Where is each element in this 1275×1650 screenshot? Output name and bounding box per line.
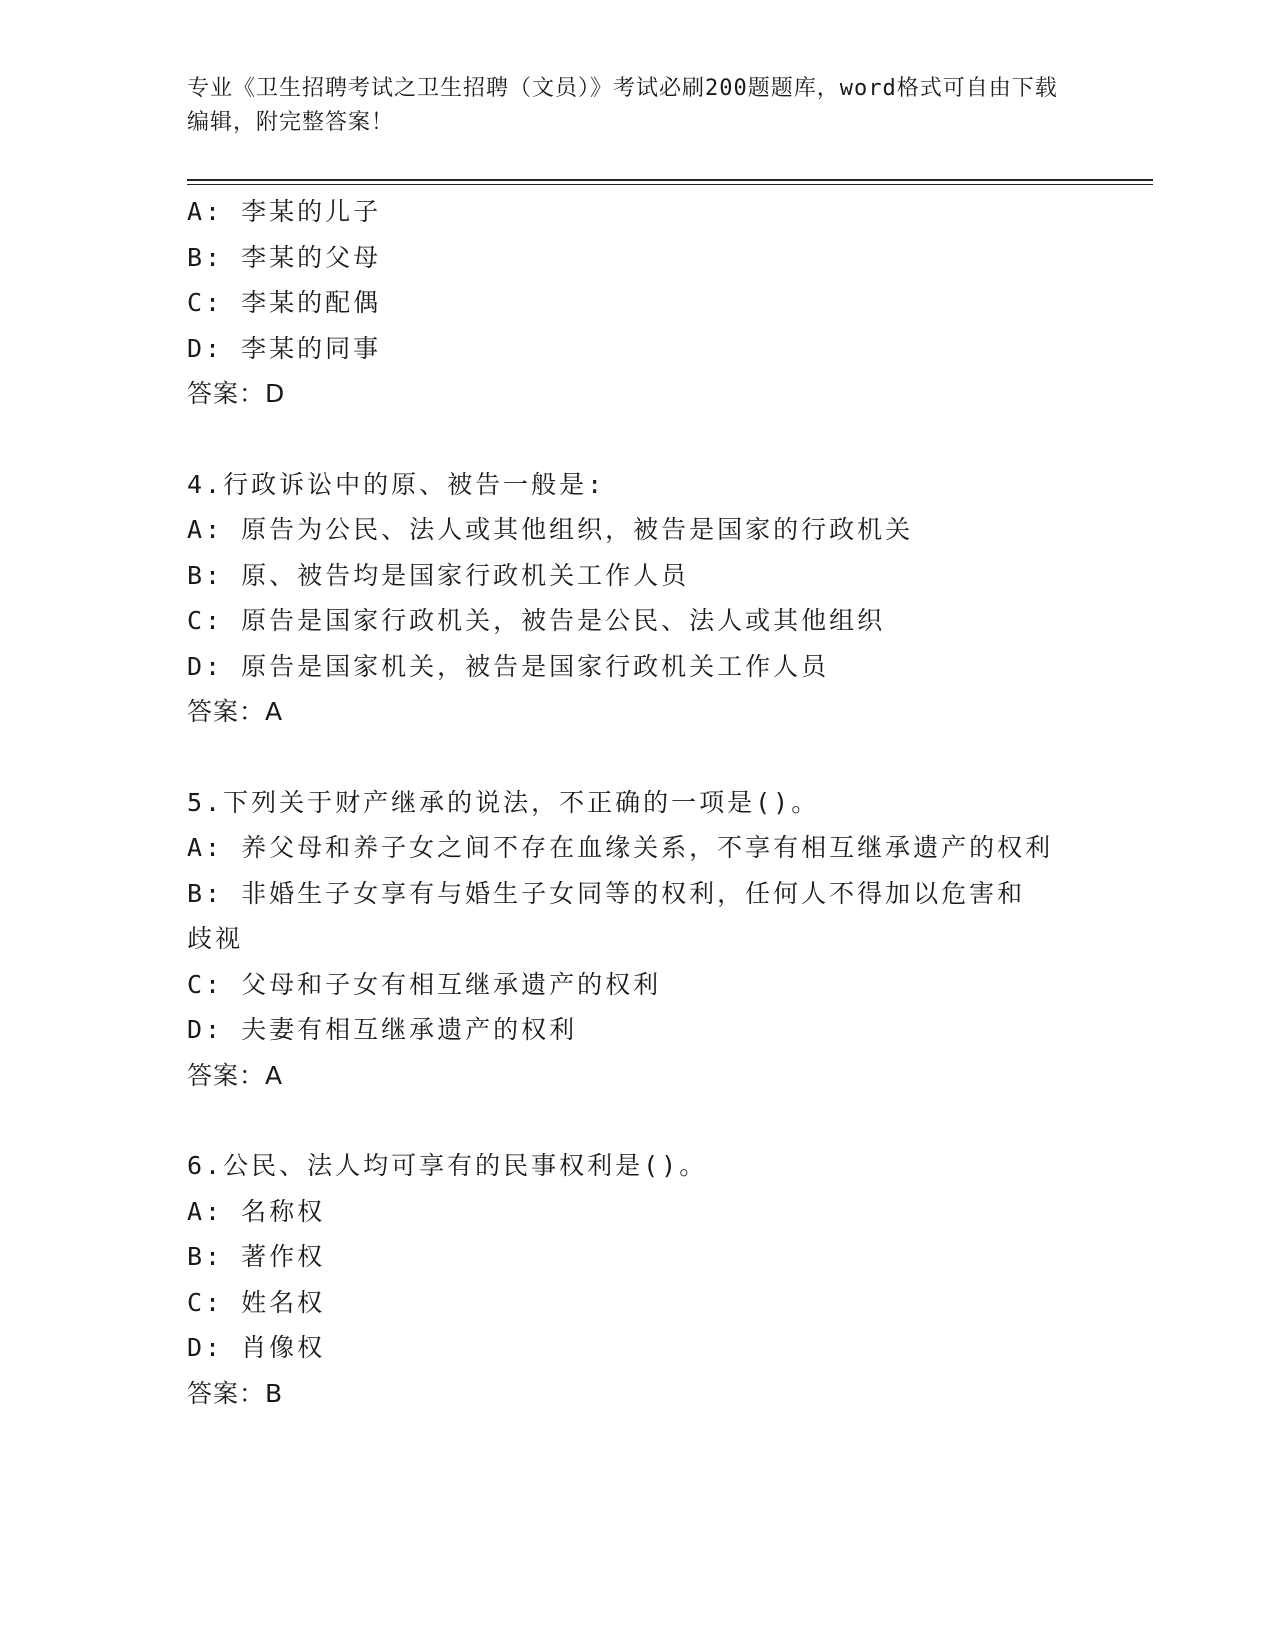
option-d: D: 原告是国家机关，被告是国家行政机关工作人员	[187, 651, 830, 681]
option-a: A: 原告为公民、法人或其他组织，被告是国家的行政机关	[187, 515, 914, 544]
question-block-5	[187, 780, 1087, 1099]
question-stem: 4.行政诉讼中的原、被告一般是:	[187, 469, 606, 499]
answer-line: 答案：A	[187, 1060, 284, 1090]
answer-line: 答案：D	[187, 379, 286, 408]
option-a: A: 李某的儿子	[187, 197, 382, 226]
answer-line: 答案：B	[187, 1378, 284, 1408]
question-block-continued	[187, 189, 1087, 417]
question-block-4	[187, 462, 1087, 735]
document-header: 专业《卫生招聘考试之卫生招聘（文员）》考试必刷200题题库，word格式可自由下载编辑，附完整答案！	[187, 76, 1058, 135]
option-a: A: 名称权	[187, 1196, 326, 1226]
option-d: D: 肖像权	[187, 1333, 326, 1362]
header-divider-thin	[187, 184, 1153, 185]
answer-line: 答案：A	[187, 697, 284, 726]
option-b: B: 李某的父母	[187, 242, 382, 272]
question-stem: 6.公民、法人均可享有的民事权利是()。	[187, 1151, 708, 1180]
header-divider-thick	[187, 179, 1153, 181]
option-d: D: 夫妻有相互继承遗产的权利	[187, 1015, 578, 1044]
option-b: B: 非婚生子女享有与婚生子女同等的权利，任何人不得加以危害和歧视	[187, 878, 1026, 953]
question-stem: 5.下列关于财产继承的说法，不正确的一项是()。	[187, 787, 820, 817]
option-b: B: 著作权	[187, 1242, 326, 1271]
option-c: C: 李某的配偶	[187, 288, 382, 317]
option-c: C: 姓名权	[187, 1287, 326, 1317]
question-list	[187, 189, 1087, 1416]
option-c: C: 父母和子女有相互继承遗产的权利	[187, 969, 662, 999]
option-c: C: 原告是国家行政机关，被告是公民、法人或其他组织	[187, 606, 886, 635]
option-d: D: 李某的同事	[187, 333, 382, 363]
question-block-6	[187, 1143, 1087, 1416]
option-b: B: 原、被告均是国家行政机关工作人员	[187, 560, 690, 590]
option-a: A: 养父母和养子女之间不存在血缘关系，不享有相互继承遗产的权利	[187, 833, 1054, 862]
